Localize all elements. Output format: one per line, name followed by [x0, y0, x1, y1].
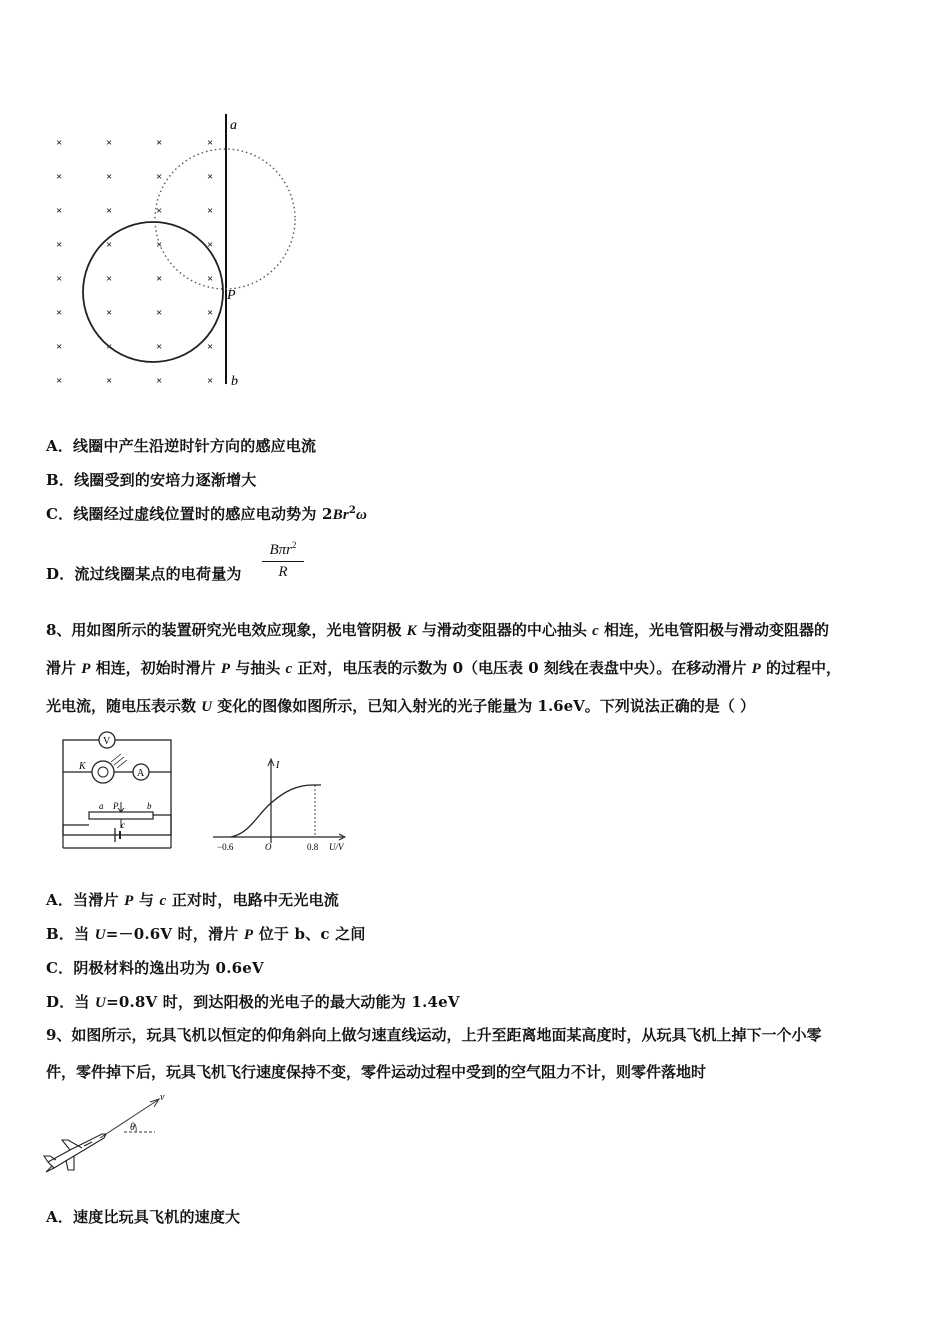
q9-line-1: 9、如图所示，玩具飞机以恒定的仰角斜向上做匀速直线运动，上升至距离地面某高度时，从玩具飞机上掉下一个小零	[46, 1026, 822, 1044]
slider-arrow	[118, 802, 124, 812]
field-cross: ×	[106, 307, 113, 319]
field-cross: ×	[106, 137, 113, 149]
field-cross: ×	[156, 239, 163, 251]
q8-line-3: 光电流，随电压表示数 U 变化的图像如图所示，已知入射光的光子能量为 1.6eV。下列说法正确的是（ ）	[46, 697, 756, 715]
magnetic-field-figure	[40, 108, 320, 398]
iu-curve	[231, 785, 321, 837]
field-cross: ×	[106, 375, 113, 387]
field-cross: ×	[207, 341, 214, 353]
field-cross: ×	[56, 205, 63, 217]
field-cross: ×	[156, 137, 163, 149]
ammeter	[133, 764, 149, 780]
field-cross: ×	[207, 137, 214, 149]
q7-option-c-text: C．线圈经过虚线位置时的感应电动势为 2	[46, 505, 333, 523]
q8-line-2: 滑片 P 相连，初始时滑片 P 与抽头 c 正对，电压表的示数为 0（电压表 0 刻线在表盘中央）。在移动滑片 P 的过程中，	[46, 659, 842, 677]
phototube	[92, 754, 127, 783]
rheostat	[89, 812, 153, 819]
label-a: a	[230, 118, 237, 133]
q7-option-d: D．流过线圈某点的电荷量为	[46, 565, 242, 583]
q9-stem	[46, 1017, 912, 1091]
field-cross: ×	[156, 273, 163, 285]
field-crosses	[56, 137, 213, 387]
field-cross: ×	[56, 307, 63, 319]
field-cross: ×	[156, 307, 163, 319]
tick-pos: 0.8	[307, 842, 319, 852]
q8-option-a: A．当滑片 P 与 c 正对时，电路中无光电流	[46, 891, 339, 909]
label-b: b	[231, 374, 238, 389]
angle-arc	[135, 1124, 136, 1132]
q8-line-1: 8、用如图所示的装置研究光电效应现象，光电管阴极 K 与滑动变阻器的中心抽头 c 相连，光电管阳极与滑动变阻器的	[46, 621, 830, 639]
exp-2: 2	[348, 505, 357, 516]
field-cross: ×	[207, 273, 214, 285]
charge-fraction	[262, 540, 304, 581]
q8-option-d: D．当 U=0.8V 时，到达阳极的光电子的最大动能为 1.4eV	[46, 993, 460, 1011]
q7-option-b: B．线圈受到的安培力逐渐增大	[46, 471, 257, 489]
field-cross: ×	[106, 171, 113, 183]
field-cross: ×	[207, 375, 214, 387]
var-r: r	[342, 507, 349, 523]
plane-icon	[44, 1134, 106, 1172]
svg-text:V: V	[103, 736, 111, 747]
x-label: U/V	[329, 842, 344, 852]
q8-stem	[46, 612, 912, 726]
tick-neg: −0.6	[217, 842, 234, 852]
field-cross: ×	[56, 341, 63, 353]
svg-text:A: A	[137, 768, 145, 779]
field-cross: ×	[156, 205, 163, 217]
var-omega: ω	[356, 507, 368, 523]
field-cross: ×	[207, 171, 214, 183]
field-cross: ×	[207, 239, 214, 251]
theta-label: θ	[130, 1122, 135, 1133]
label-p: P	[227, 288, 236, 303]
photoelectric-circuit	[55, 730, 185, 860]
field-cross: ×	[106, 205, 113, 217]
field-cross: ×	[156, 171, 163, 183]
q9-line-2: 件，零件掉下后，玩具飞机飞行速度保持不变，零件运动过程中受到的空气阻力不计，则零件落地时	[46, 1063, 707, 1081]
q7-option-c	[46, 503, 367, 524]
field-cross: ×	[56, 239, 63, 251]
svg-text:P: P	[113, 801, 119, 811]
velocity-label: v	[160, 1092, 165, 1103]
svg-text:c: c	[121, 820, 125, 830]
field-cross: ×	[106, 239, 113, 251]
field-cross: ×	[56, 171, 63, 183]
svg-text:b: b	[147, 801, 152, 811]
field-cross: ×	[207, 307, 214, 319]
iu-graph	[205, 755, 365, 860]
svg-text:a: a	[99, 801, 104, 811]
field-cross: ×	[56, 273, 63, 285]
q8-option-b: B．当 U=－0.6V 时，滑片 P 位于 b、c 之间	[46, 925, 366, 943]
field-cross: ×	[56, 375, 63, 387]
field-cross: ×	[106, 273, 113, 285]
tick-origin: O	[265, 842, 272, 852]
q7-option-a: A．线圈中产生沿逆时针方向的感应电流	[46, 437, 317, 455]
var-b: B	[332, 507, 343, 523]
field-cross: ×	[207, 205, 214, 217]
toy-plane-figure	[40, 1090, 180, 1180]
field-cross: ×	[56, 137, 63, 149]
voltmeter	[99, 732, 115, 748]
fraction-denominator: R	[278, 564, 288, 580]
field-cross: ×	[156, 341, 163, 353]
y-label: I	[276, 760, 280, 771]
field-cross: ×	[106, 341, 113, 353]
coil-solid	[83, 222, 223, 362]
q9-option-a: A．速度比玩具飞机的速度大	[46, 1208, 241, 1226]
fraction-numerator: Bπr$^2$	[262, 540, 304, 562]
label-k: K	[79, 761, 86, 772]
field-cross: ×	[156, 375, 163, 387]
q8-option-c: C．阴极材料的逸出功为 0.6eV	[46, 959, 264, 977]
